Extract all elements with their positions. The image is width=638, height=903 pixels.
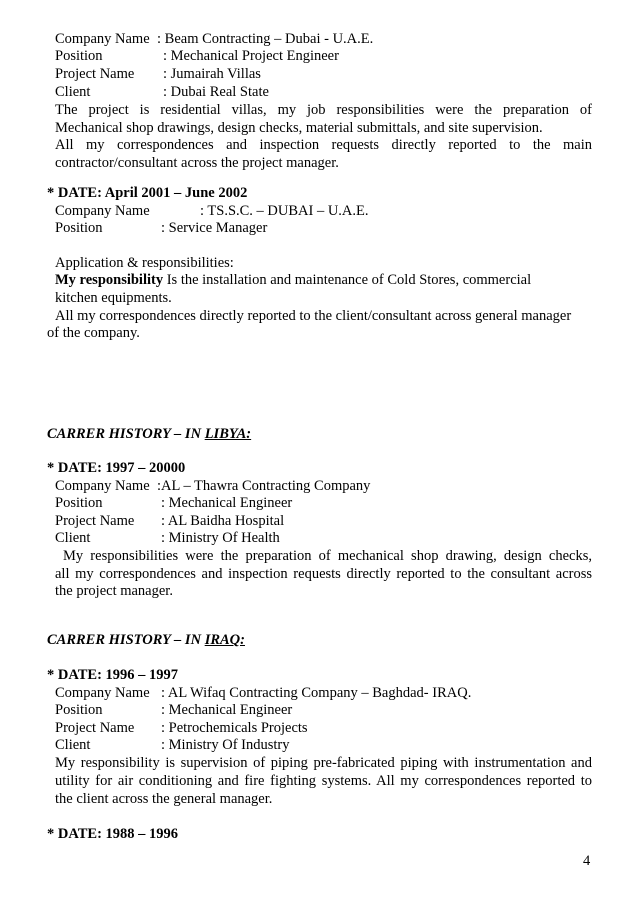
description-line: contractor/consultant across the project manager. — [55, 155, 339, 171]
description-line: The project is residential villas, my job responsibilities were the preparation of — [55, 102, 592, 118]
description-line: All my correspondences and inspection requests directly reported to the main — [55, 137, 592, 153]
date-heading: * DATE: 1997 – 20000 — [47, 460, 186, 476]
section-heading-libya: CARRER HISTORY – IN LIBYA: — [47, 426, 252, 442]
correspondence-line: of the company. — [47, 325, 140, 341]
date-heading: * DATE: 1996 – 1997 — [47, 667, 179, 683]
description-line: My responsibility is supervision of piping pre-fabricated piping with instrumentation and — [55, 755, 592, 771]
application-title: Application & responsibilities: — [55, 255, 234, 271]
responsibility-line: kitchen equipments. — [55, 290, 172, 306]
date-heading: * DATE: 1988 – 1996 — [47, 826, 179, 842]
description-line: the client across the general manager. — [55, 791, 273, 807]
section-heading-iraq: CARRER HISTORY – IN IRAQ: — [47, 632, 245, 648]
description-line: the project manager. — [55, 583, 173, 599]
correspondence-line: All my correspondences directly reported to the client/consultant across general manager — [55, 308, 572, 324]
description-line: all my correspondences and inspection requests directly reported to the consultant across — [55, 566, 592, 582]
page-number: 4 — [583, 853, 591, 869]
description-line: Mechanical shop drawings, design checks, material submittals, and site supervision. — [55, 120, 543, 136]
date-heading: * DATE: April 2001 – June 2002 — [47, 185, 248, 201]
description-line: My responsibilities were the preparation of mechanical shop drawing, design checks, — [63, 548, 592, 564]
description-line: utility for air conditioning and fire fighting systems. All my correspondences reported to — [55, 773, 592, 789]
responsibility-line: My responsibility Is the installation and maintenance of Cold Stores, commercial — [55, 272, 532, 288]
